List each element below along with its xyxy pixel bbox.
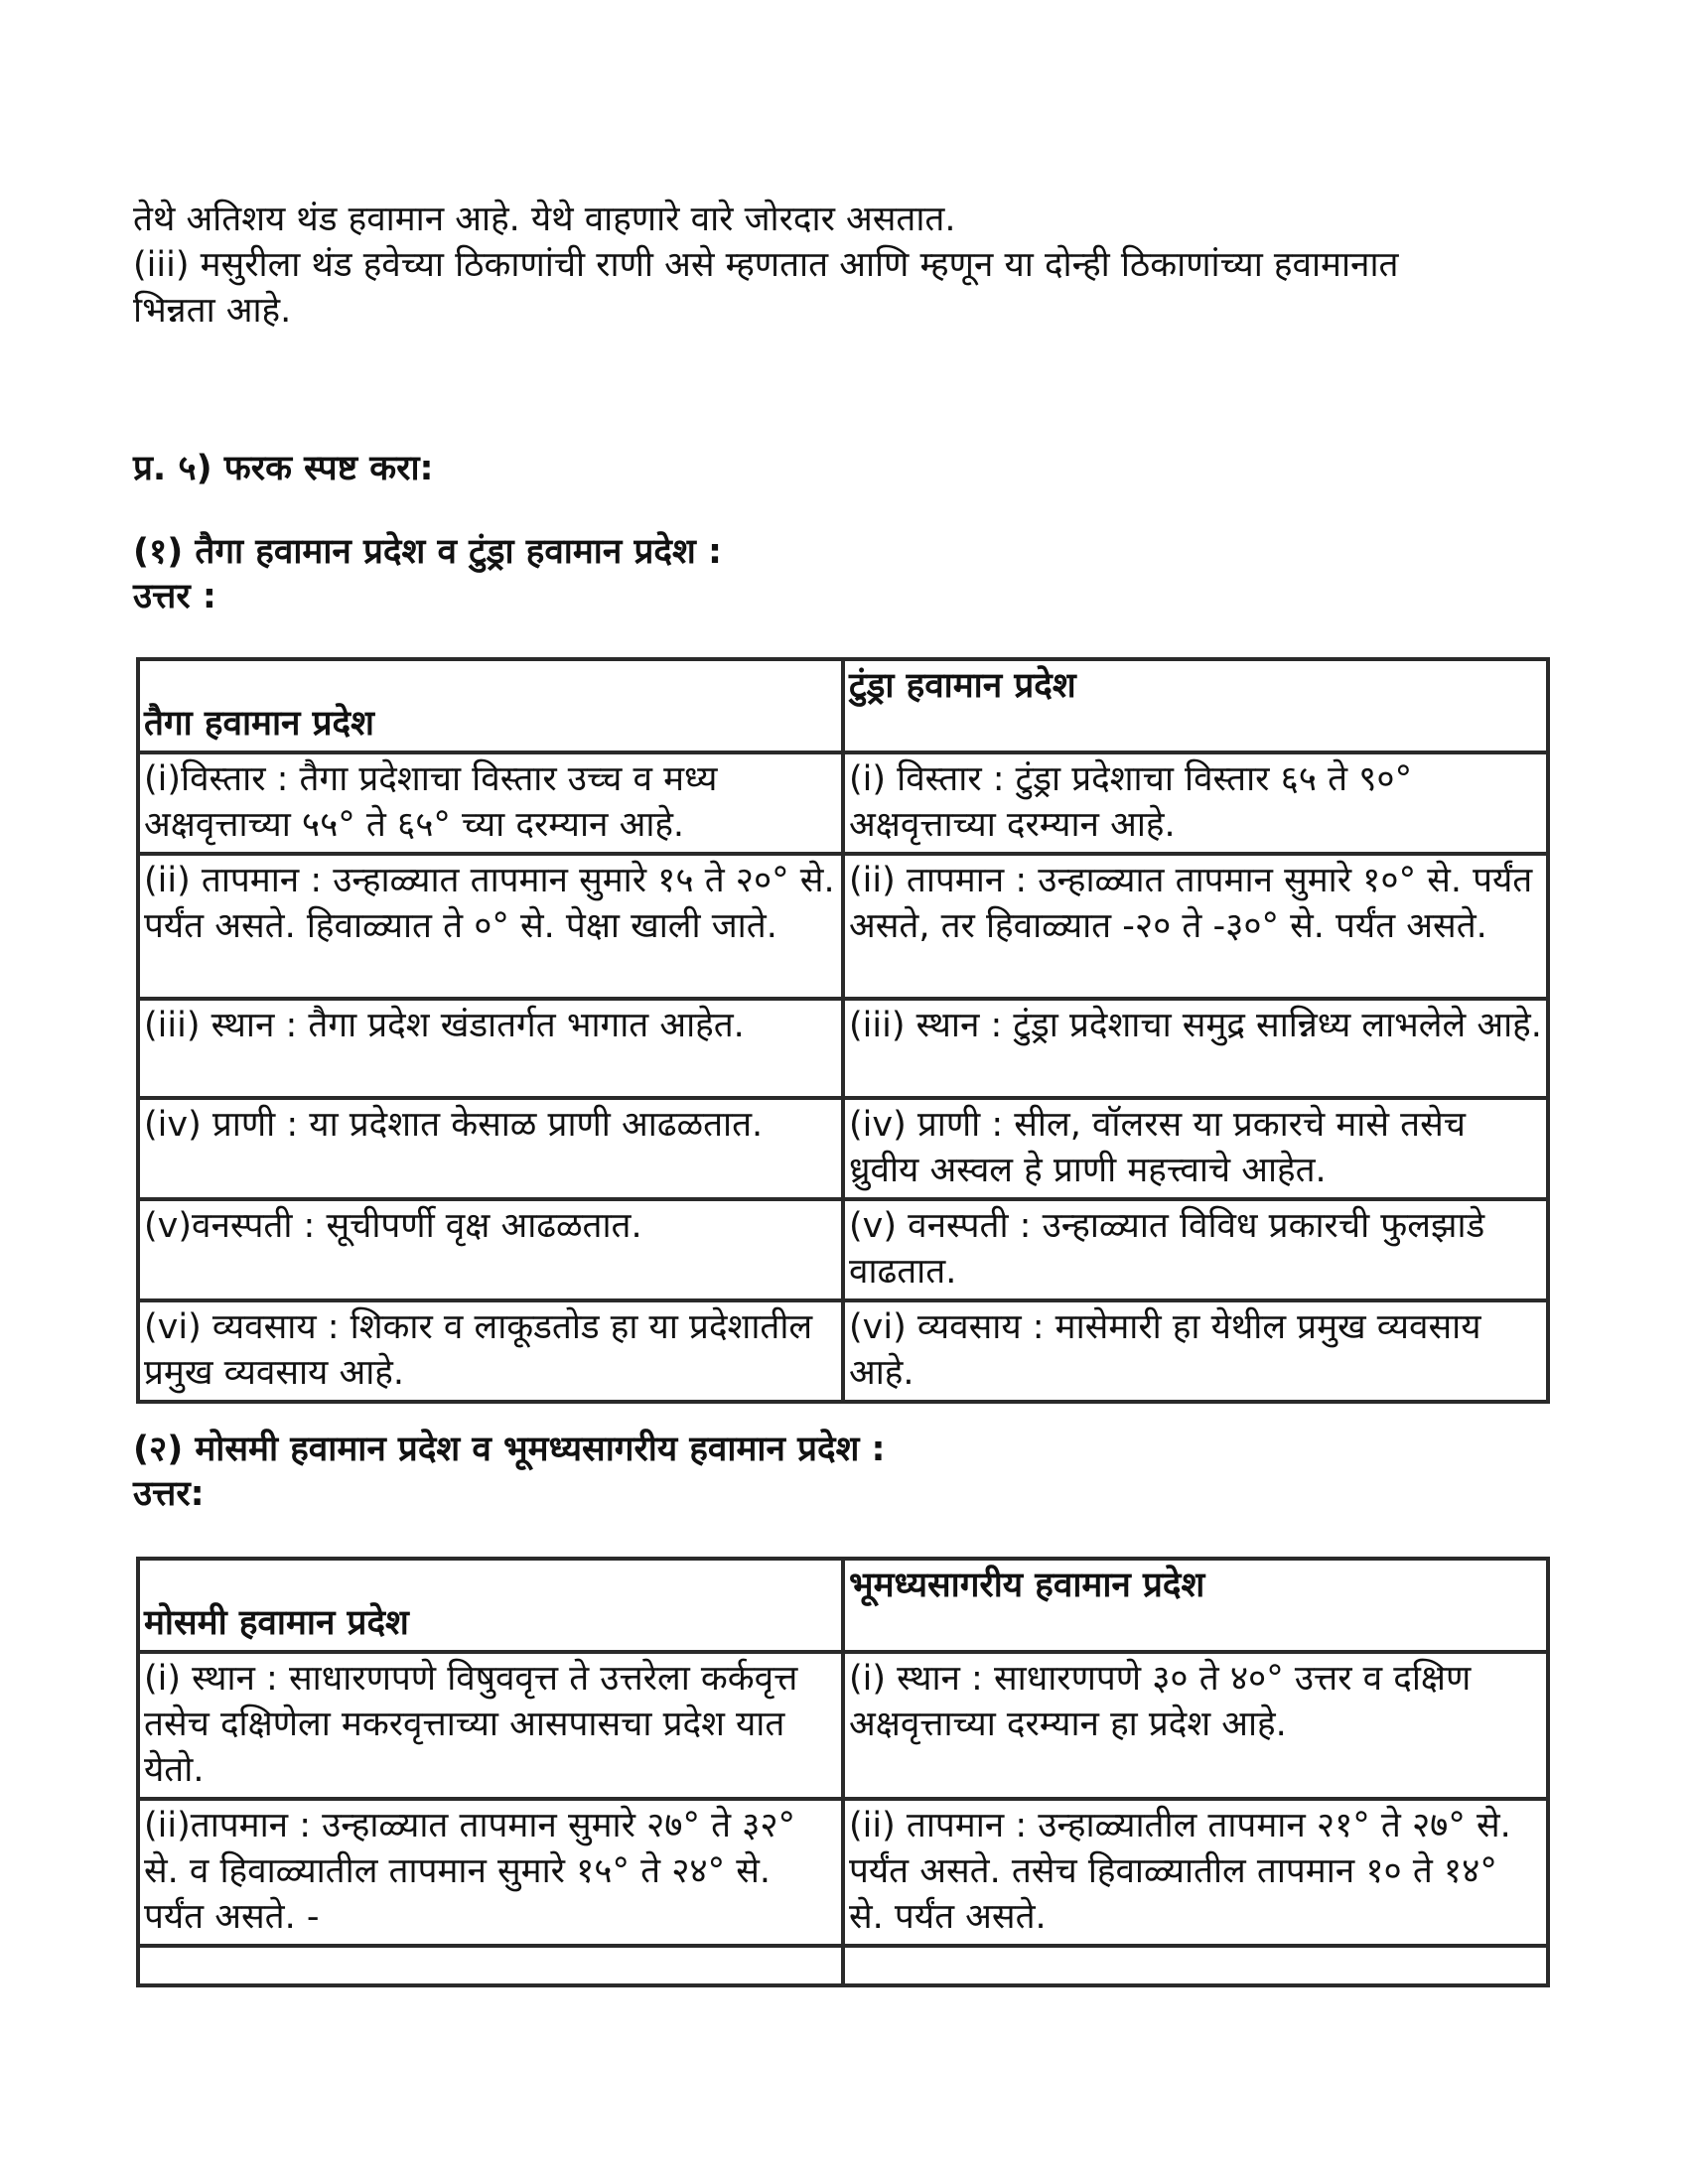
table-cell: (i)विस्तार : तैगा प्रदेशाचा विस्तार उच्च व मध्य अक्षवृत्ताच्या ५५° ते ६५° च्या दरम्यान आहे.: [138, 752, 843, 854]
table-cell: (i) स्थान : साधारणपणे ३० ते ४०° उत्तर व दक्षिण अक्षवृत्ताच्या दरम्यान हा प्रदेश आहे.: [843, 1652, 1548, 1799]
section1-title: (१) तैगा हवामान प्रदेश व टुंड्रा हवामान प्रदेश :: [133, 532, 722, 572]
table-row: [138, 752, 1548, 854]
table-cell: (ii) तापमान : उन्हाळ्यात तापमान सुमारे १५ ते २०° से. पर्यंत असते. हिवाळ्यात ते ०° से. पेक्षा खाली जाते.: [138, 854, 843, 999]
section2-title: (२) मोसमी हवामान प्रदेश व भूमध्यसागरीय हवामान प्रदेश :: [133, 1430, 886, 1469]
table-cell: (ii) तापमान : उन्हाळ्यातील तापमान २१° ते २७° से. पर्यंत असते. तसेच हिवाळ्यातील तापमान १० ते १४° से. पर्यंत असते.: [843, 1799, 1548, 1946]
section1-answer-label: उत्तर :: [133, 577, 216, 616]
table-cell: (ii) तापमान : उन्हाळ्यात तापमान सुमारे १०° से. पर्यंत असते, तर हिवाळ्यात -२० ते -३०° से. पर्यंत असते.: [843, 854, 1548, 999]
table-cell: (iv) प्राणी : या प्रदेशात केसाळ प्राणी आढळतात.: [138, 1098, 843, 1199]
table-header-row: [138, 659, 1548, 752]
table-row: [138, 1799, 1548, 1946]
table-cell: (i) विस्तार : टुंड्रा प्रदेशाचा विस्तार ६५ ते ९०° अक्षवृत्ताच्या दरम्यान आहे.: [843, 752, 1548, 854]
column-header: टुंड्रा हवामान प्रदेश: [843, 659, 1548, 752]
table-row: [138, 1199, 1548, 1300]
table-cell: [843, 1946, 1548, 1985]
comparison-table-2: [136, 1557, 1550, 1987]
section2-answer-label: उत्तर:: [133, 1474, 205, 1514]
column-header: भूमध्यसागरीय हवामान प्रदेश: [843, 1559, 1548, 1652]
intro-line: तेथे अतिशय थंड हवामान आहे. येथे वाहणारे वारे जोरदार असतात.: [133, 200, 956, 239]
intro-line: (iii) मसुरीला थंड हवेच्या ठिकाणांची राणी असे म्हणतात आणि म्हणून या दोन्ही ठिकाणांच्या हवामानात: [133, 245, 1399, 285]
table-row: [138, 1652, 1548, 1799]
column-header: तैगा हवामान प्रदेश: [138, 659, 843, 752]
table-cell: (iv) प्राणी : सील, वॉलरस या प्रकारचे मासे तसेच ध्रुवीय अस्वल हे प्राणी महत्त्वाचे आहेत.: [843, 1098, 1548, 1199]
table-row: [138, 1300, 1548, 1402]
table-cell: (vi) व्यवसाय : मासेमारी हा येथील प्रमुख व्यवसाय आहे.: [843, 1300, 1548, 1402]
table-cell: (v) वनस्पती : उन्हाळ्यात विविध प्रकारची फुलझाडे वाढतात.: [843, 1199, 1548, 1300]
table-cell: (iii) स्थान : तैगा प्रदेश खंडातर्गत भागात आहेत.: [138, 999, 843, 1098]
table-cell: (i) स्थान : साधारणपणे विषुववृत्त ते उत्तरेला कर्कवृत्त तसेच दक्षिणेला मकरवृत्ताच्या आसपासचा प्रदेश यात येतो.: [138, 1652, 843, 1799]
table-row: [138, 1946, 1548, 1985]
table-row: [138, 854, 1548, 999]
column-header: मोसमी हवामान प्रदेश: [138, 1559, 843, 1652]
comparison-table-1: [136, 657, 1550, 1404]
table-header-row: [138, 1559, 1548, 1652]
table-row: [138, 1098, 1548, 1199]
table-cell: [138, 1946, 843, 1985]
intro-paragraph: [133, 197, 1563, 334]
table-cell: (iii) स्थान : टुंड्रा प्रदेशाचा समुद्र सान्निध्य लाभलेले आहे.: [843, 999, 1548, 1098]
table-cell: (ii)तापमान : उन्हाळ्यात तापमान सुमारे २७° ते ३२° से. व हिवाळ्यातील तापमान सुमारे १५° ते २४° से. पर्यंत असते. -: [138, 1799, 843, 1946]
table-cell: (vi) व्यवसाय : शिकार व लाकूडतोड हा या प्रदेशातील प्रमुख व्यवसाय आहे.: [138, 1300, 843, 1402]
intro-line: भिन्नता आहे.: [133, 291, 292, 331]
table-row: [138, 999, 1548, 1098]
question-title: प्र. ५) फरक स्पष्ट करा:: [133, 449, 434, 488]
table-cell: (v)वनस्पती : सूचीपर्णी वृक्ष आढळतात.: [138, 1199, 843, 1300]
